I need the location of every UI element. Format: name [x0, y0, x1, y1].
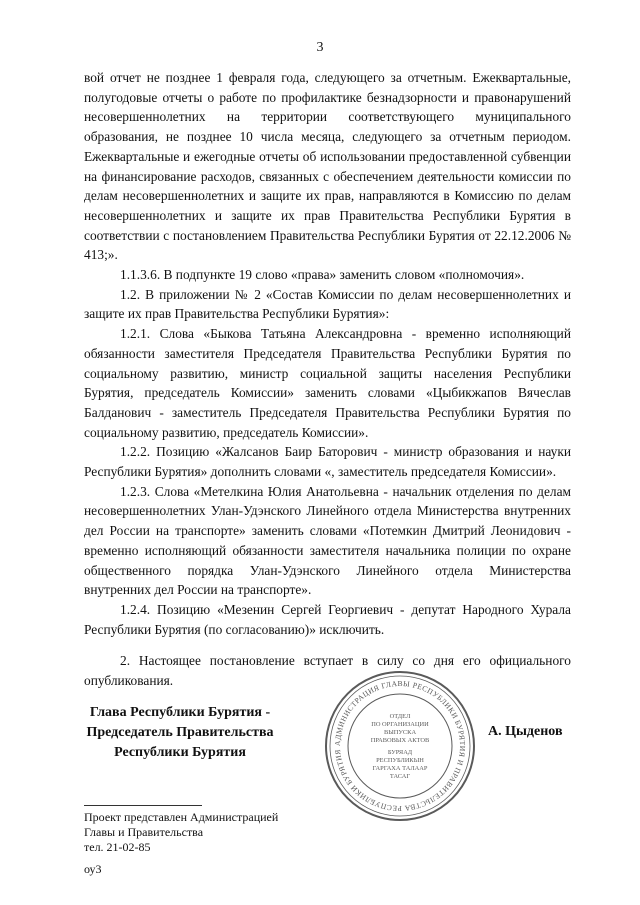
paragraph-1-2-2: 1.2.2. Позицию «Жалсанов Баир Баторович - министр образования и науки Республики Бурятия» дополнить словами «, заместитель председателя Комиссии».: [84, 444, 571, 480]
stamp-center-line: ПО ОРГАНИЗАЦИИ: [371, 721, 429, 728]
page-number: 3: [316, 40, 324, 55]
stamp-center-line: ОТДЕЛ: [389, 713, 411, 720]
footer-line: Главы и Правительства: [84, 825, 204, 839]
signatory-title-line: Председатель Правительства: [86, 725, 274, 740]
document-code: оу3: [84, 862, 102, 876]
paragraph-1-2-4: 1.2.4. Позицию «Мезенин Сергей Георгиевич - депутат Народного Хурала Республики Бурятия (по согласованию)» исключить.: [84, 601, 571, 637]
signatory-name: А. Цыденов: [488, 724, 563, 739]
paragraph-1-2-1: 1.2.1. Слова «Быкова Татьяна Александровна - временно исполняющий обязанности заместителя Председателя Правительства Республики Бурятия по социальному развитию, министр социальной защиты населения Республики Бурятия, председатель Комиссии» заменить словами «Цыбикжапов Вячеслав Балданович - заместитель Председателя Правительства Республики Бурятия по социальному развитию, председатель Комиссии».: [84, 326, 571, 440]
stamp-ring-text: АДМИНИСТРАЦИЯ ГЛАВЫ РЕСПУБЛИКИ БУРЯТИЯ И ПРАВИТЕЛЬСТВА РЕСПУБЛИКИ БУРЯТИЯ: [332, 678, 468, 814]
paragraph-1-2: 1.2. В приложении № 2 «Состав Комиссии по делам несовершеннолетних и защите их прав Правительства Республики Бурятия»:: [84, 286, 571, 322]
paragraph-1-1-3-6: 1.1.3.6. В подпункте 19 слово «права» заменить словом «полномочия».: [120, 267, 525, 283]
paragraph-2: 2. Настоящее постановление вступает в силу со дня его официального опубликования.: [84, 653, 571, 689]
official-seal-stamp: [320, 666, 480, 826]
stamp-center-line: РЕСПУБЛИКЫН: [376, 757, 424, 764]
footer-phone: тел. 21-02-85: [84, 840, 151, 854]
stamp-center-line: ГАРГАХА ТАЛААР: [372, 765, 428, 772]
paragraph-continuation: вой отчет не позднее 1 февраля года, следующего за отчетным. Ежеквартальные, полугодовые отчеты о работе по профилактике безнадзорности и правонарушений несовершеннолетних на территории соответствующего муниципального образования, не позднее 10 числа месяца, следующего за отчетным периодом. Ежеквартальные и ежегодные отчеты об использовании предоставленной субвенции на финансирование расходов, связанных с обеспечением деятельности комиссии по делам несовершеннолетних и защите их прав, направляются в Комиссию по делам несовершеннолетних и защите их прав Правительства Республики Бурятия в соответствии с постановлением Правительства Республики Бурятия от 22.12.2006 № 413;».: [84, 70, 571, 263]
stamp-center-line: ВЫПУСКА: [383, 729, 417, 736]
stamp-center-line: ПРАВОВЫХ АКТОВ: [370, 737, 430, 744]
signatory-title: [60, 703, 300, 763]
signatory-title-line: Глава Республики Бурятия -: [89, 705, 271, 720]
stamp-center-line: ТАСАГ: [389, 773, 411, 780]
svg-text:АДМИНИСТРАЦИЯ ГЛАВЫ РЕСПУБЛИКИ: [333, 679, 467, 813]
footer-line: Проект представлен Администрацией: [84, 810, 279, 824]
document-body: [84, 68, 571, 691]
stamp-center-line: БУРЯАД: [387, 749, 413, 756]
footer-divider: [84, 805, 202, 806]
signatory-title-line: Республики Бурятия: [114, 745, 246, 760]
footer-note: [84, 810, 278, 855]
paragraph-1-2-3: 1.2.3. Слова «Метелкина Юлия Анатольевна - начальник отделения по делам несовершеннолетних Улан-Удэнского Линейного отдела Министерства внутренних дел России на транспорте» заменить словами «Потемкин Дмитрий Леонидович - временно исполняющий обязанности заместителя начальника полиции по охране общественного порядка Улан-Удэнского Линейного отдела Министерства внутренних дел России на транспорте».: [84, 483, 571, 598]
